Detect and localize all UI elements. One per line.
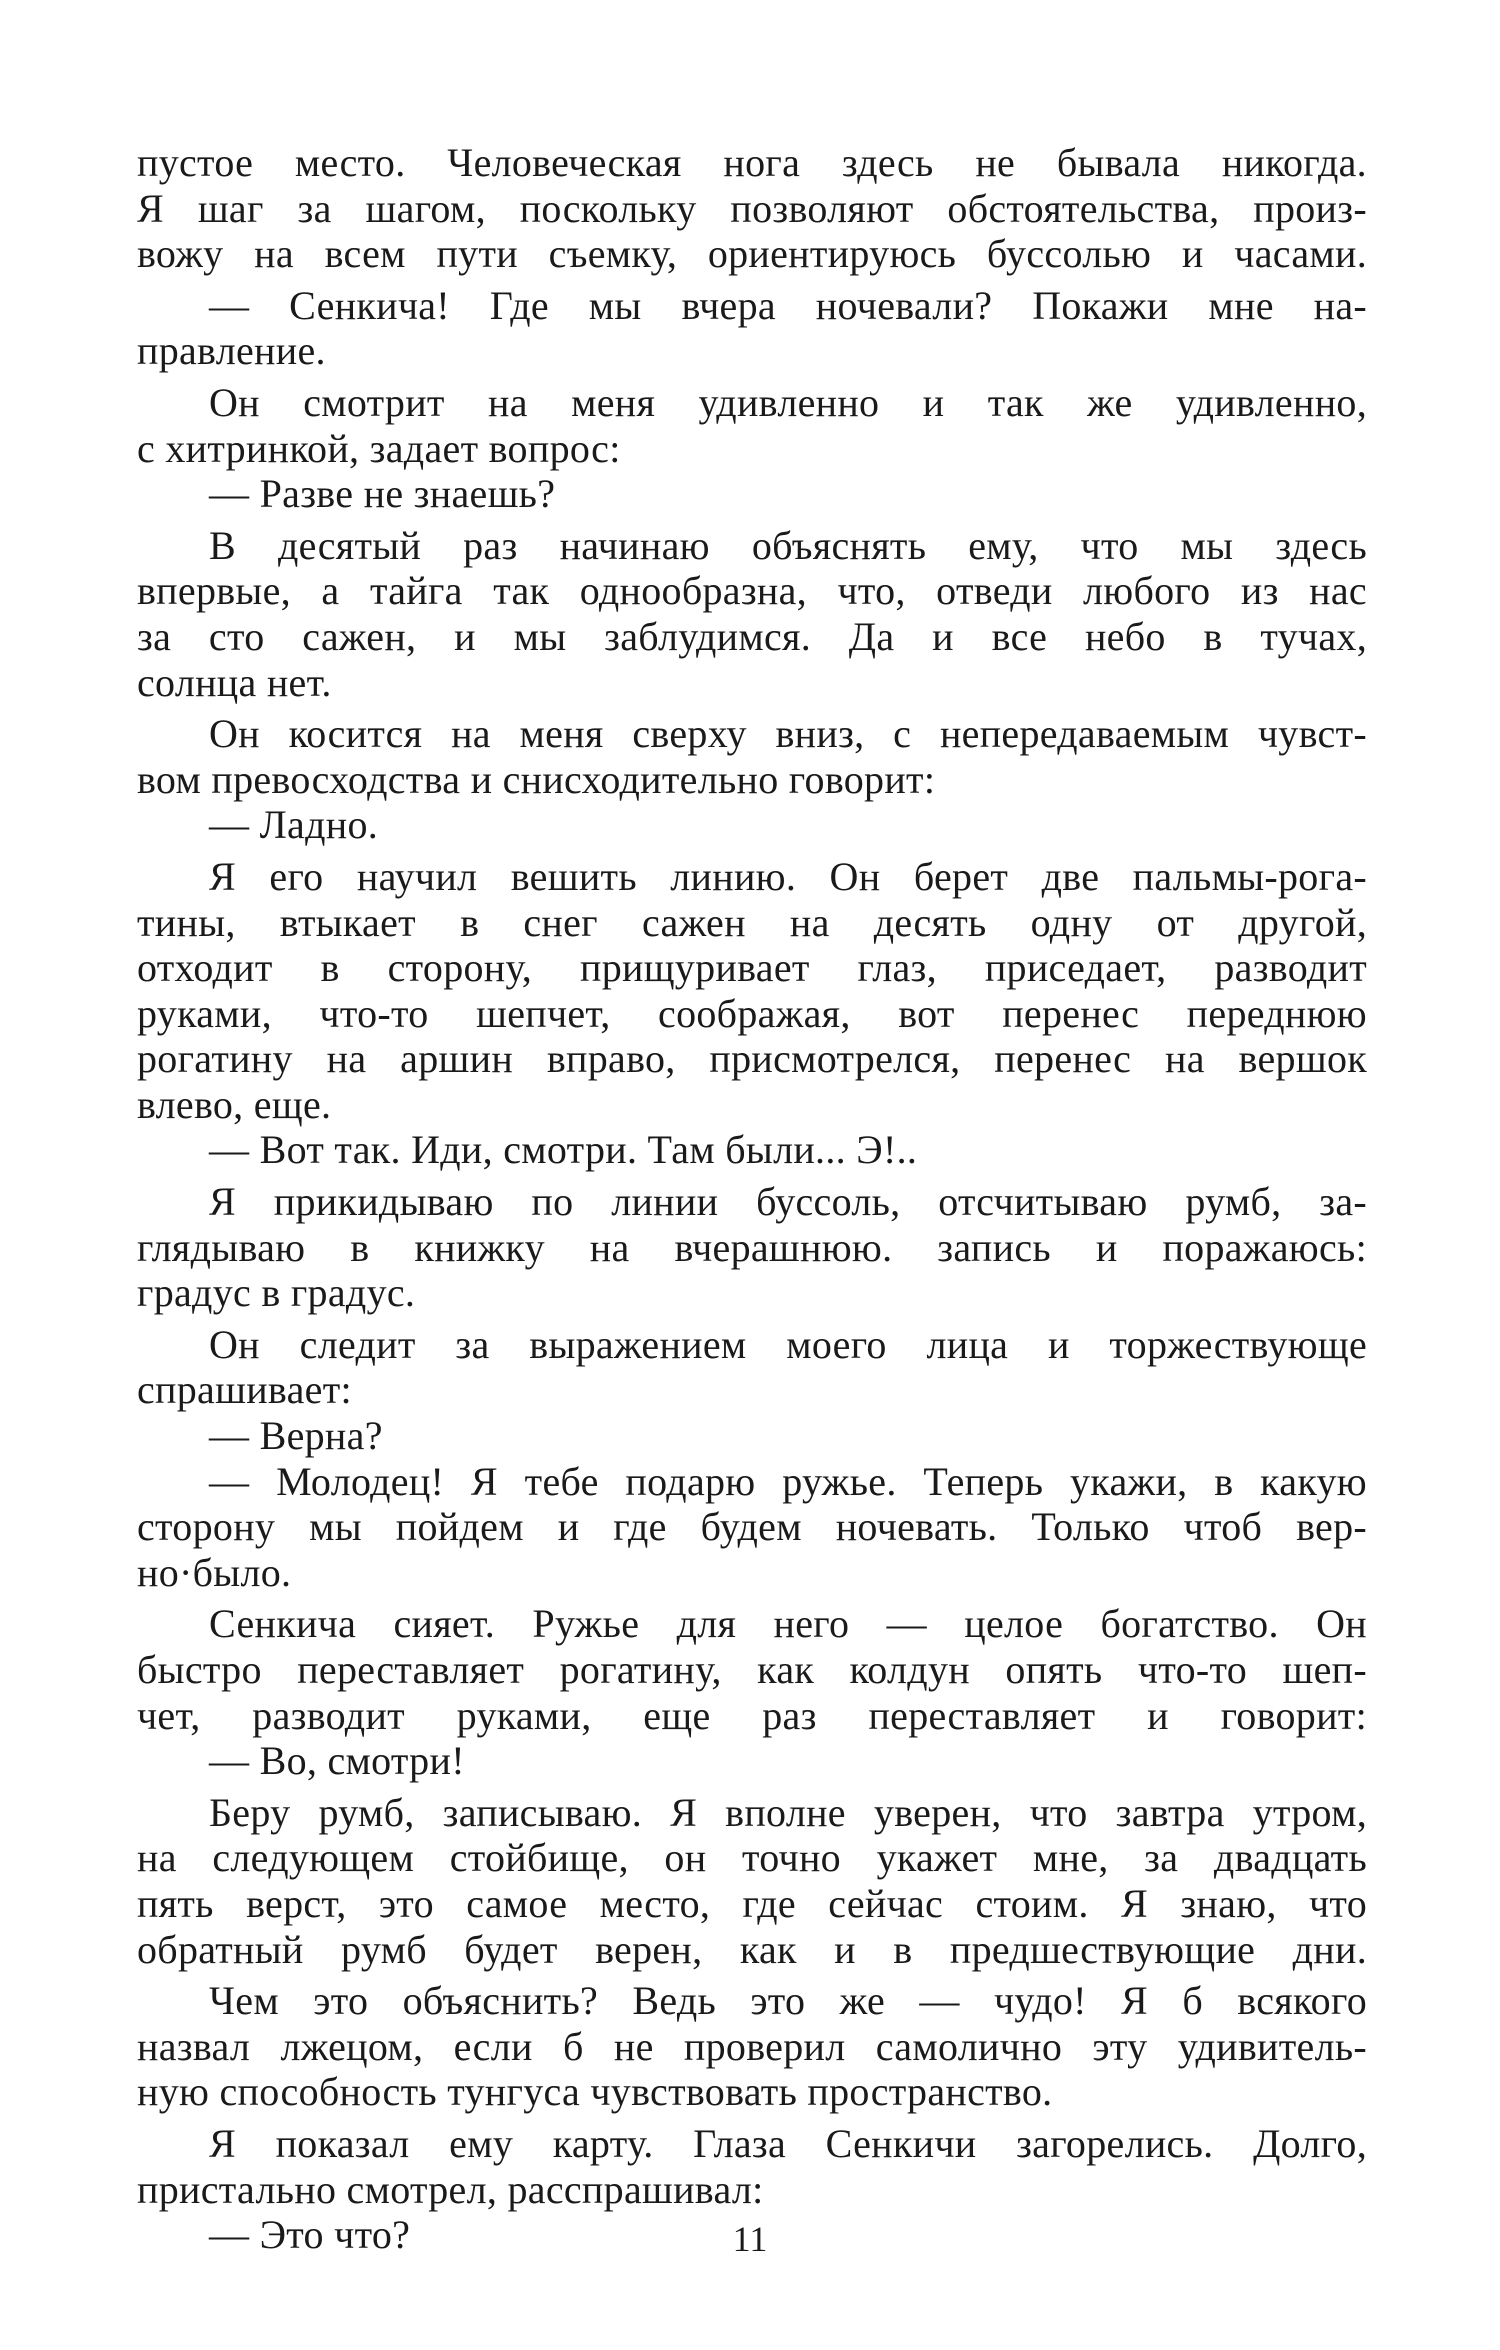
text-line: но·было. (137, 1549, 292, 1595)
text-line: — Ладно. (209, 802, 379, 848)
text-line: Он следит за выражением моего лица и торжествующе (209, 1321, 1367, 1367)
text-line: ную способность тунгуса чувствовать пространство. (137, 2069, 1053, 2115)
text-line: Беру румб, записываю. Я вполне уверен, что завтра утром, (209, 1789, 1367, 1835)
text-line: за сто сажен, и мы заблудимся. Да и все небо в тучах, (137, 613, 1367, 659)
text-line: — Это что? (209, 2212, 411, 2258)
text-line: сторону мы пойдем и где будем ночевать. Только чтоб вер- (137, 1504, 1367, 1550)
text-line: вожу на всем пути съемку, ориентируюсь буссолью и часами. (137, 231, 1367, 277)
body-text (137, 140, 1367, 2258)
text-line: — Молодец! Я тебе подарю ружье. Теперь укажи, в какую (209, 1458, 1367, 1504)
text-line: рогатину на аршин вправо, присмотрелся, перенес на вершок (137, 1036, 1367, 1082)
text-line: правление. (137, 328, 326, 374)
text-line: Сенкича сияет. Ружье для него — целое богатство. Он (209, 1601, 1367, 1647)
text-line: — Во, смотри! (209, 1738, 465, 1784)
text-line: Он косится на меня сверху вниз, с непередаваемым чувст- (209, 711, 1367, 757)
text-line: руками, что-то шепчет, соображая, вот перенес переднюю (137, 990, 1367, 1036)
text-line: — Разве не знаешь? (209, 471, 556, 517)
text-line: тины, втыкает в снег сажен на десять одну от другой, (137, 899, 1367, 945)
text-line: — Вот так. Иди, смотри. Там были... Э!.. (209, 1127, 918, 1173)
page-number: 11 (732, 2219, 768, 2259)
text-line: градус в градус. (137, 1270, 416, 1316)
text-line: влево, еще. (137, 1081, 332, 1127)
text-line: солнца нет. (137, 659, 332, 705)
text-line: на следующем стойбище, он точно укажет мне, за двадцать (137, 1835, 1367, 1881)
text-line: пристально смотрел, расспрашивал: (137, 2166, 764, 2212)
text-line: Я показал ему карту. Глаза Сенкичи загорелись. Долго, (209, 2120, 1367, 2166)
text-line: с хитринкой, задает вопрос: (137, 425, 621, 471)
text-line: — Верна? (209, 1413, 383, 1459)
text-line: Я прикидываю по линии буссоль, отсчитываю румб, за- (209, 1179, 1367, 1225)
text-line: пустое место. Человеческая нога здесь не бывала никогда. (137, 140, 1367, 185)
text-line: Он смотрит на меня удивленно и так же удивленно, (209, 379, 1367, 425)
text-line: чет, разводит руками, еще раз переставляет и говорит: (137, 1692, 1367, 1738)
text-line: Чем это объяснить? Ведь это же — чудо! Я б всякого (209, 1978, 1367, 2024)
text-line: пять верст, это самое место, где сейчас стоим. Я знаю, что (137, 1880, 1367, 1926)
text-line: впервые, а тайга так однообразна, что, отведи любого из нас (137, 568, 1367, 614)
text-line: обратный румб будет верен, как и в предшествующие дни. (137, 1926, 1367, 1972)
text-line: отходит в сторону, прищуривает глаз, приседает, разводит (137, 945, 1367, 991)
text-line: В десятый раз начинаю объяснять ему, что мы здесь (209, 522, 1367, 568)
text-line: Я его научил вешить линию. Он берет две пальмы-рога- (209, 853, 1367, 899)
text-line: вом превосходства и снисходительно говорит: (137, 756, 936, 802)
text-line: быстро переставляет рогатину, как колдун опять что-то шеп- (137, 1647, 1367, 1692)
text-line: — Сенкича! Где мы вчера ночевали? Покажи мне на- (209, 282, 1367, 328)
text-line: глядываю в книжку на вчерашнюю. запись и поражаюсь: (137, 1224, 1367, 1270)
text-line: спрашивает: (137, 1367, 352, 1413)
text-line: назвал лжецом, если б не проверил самолично эту удивитель- (137, 2023, 1367, 2069)
text-line: Я шаг за шагом, поскольку позволяют обстоятельства, произ- (137, 185, 1367, 231)
